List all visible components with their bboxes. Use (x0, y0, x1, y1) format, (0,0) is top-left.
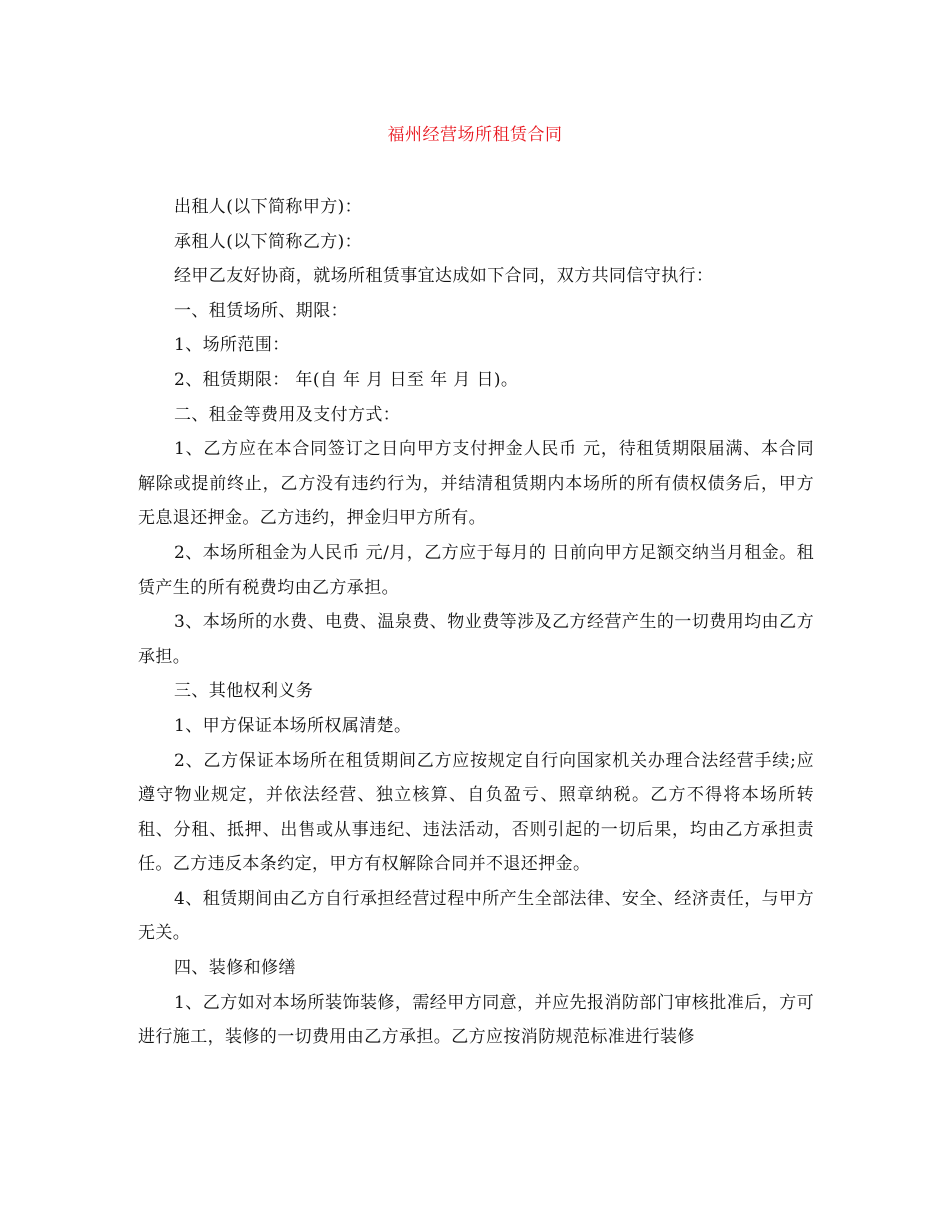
section-heading-3: 三、其他权利义务 (174, 681, 314, 702)
clause-3-1: 1、甲方保证本场所权属清楚。 (174, 715, 412, 736)
section-heading-1: 一、租赁场所、期限： (174, 300, 348, 321)
clause-3-2: 2、乙方保证本场所在租赁期间乙方应按规定自行向国家机关办理合法经营手续;应遵守物业规定，并依法经营、独立核算、自负盈亏、照章纳税。乙方不得将本场所转租、分租、抵押、出售或从事违纪、违法活动，否则引起的一切后果，均由乙方承担责任。乙方违反本条约定，甲方有权解除合同并不退还押金。 (138, 750, 814, 875)
contract-body (138, 190, 814, 1055)
section-heading-4: 四、装修和修缮 (174, 958, 296, 979)
clause-4-1: 1、乙方如对本场所装饰装修，需经甲方同意，并应先报消防部门审核批准后，方可进行施工，装修的一切费用由乙方承担。乙方应按消防规范标准进行装修 (138, 992, 814, 1048)
contract-title: 福州经营场所租赁合同 (387, 125, 563, 145)
clause-2-1: 1、乙方应在本合同签订之日向甲方支付押金人民币 元，待租赁期限届满、本合同解除或提前终止，乙方没有违约行为，并结清租赁期内本场所的所有债权债务后，甲方无息退还押金。乙方违约，押金归甲方所有。 (138, 439, 814, 529)
preamble: 经甲乙友好协商，就场所租赁事宜达成如下合同，双方共同信守执行： (174, 266, 714, 287)
clause-1-2: 2、租赁期限： 年(自 年 月 日至 年 月 日)。 (174, 369, 519, 390)
section-heading-2: 二、租金等费用及支付方式： (174, 404, 401, 425)
clause-3-4: 4、租赁期间由乙方自行承担经营过程中所产生全部法律、安全、经济责任，与甲方无关。 (138, 888, 814, 944)
party-a-line: 出租人(以下简称甲方)： (174, 197, 363, 217)
party-b-line: 承租人(以下简称乙方)： (174, 231, 363, 252)
clause-2-2: 2、本场所租金为人民币 元/月，乙方应于每月的 日前向甲方足额交纳当月租金。租赁产生的所有税费均由乙方承担。 (138, 542, 814, 598)
clause-1-1: 1、场所范围： (174, 335, 290, 356)
clause-2-3: 3、本场所的水费、电费、温泉费、物业费等涉及乙方经营产生的一切费用均由乙方承担。 (138, 612, 814, 667)
